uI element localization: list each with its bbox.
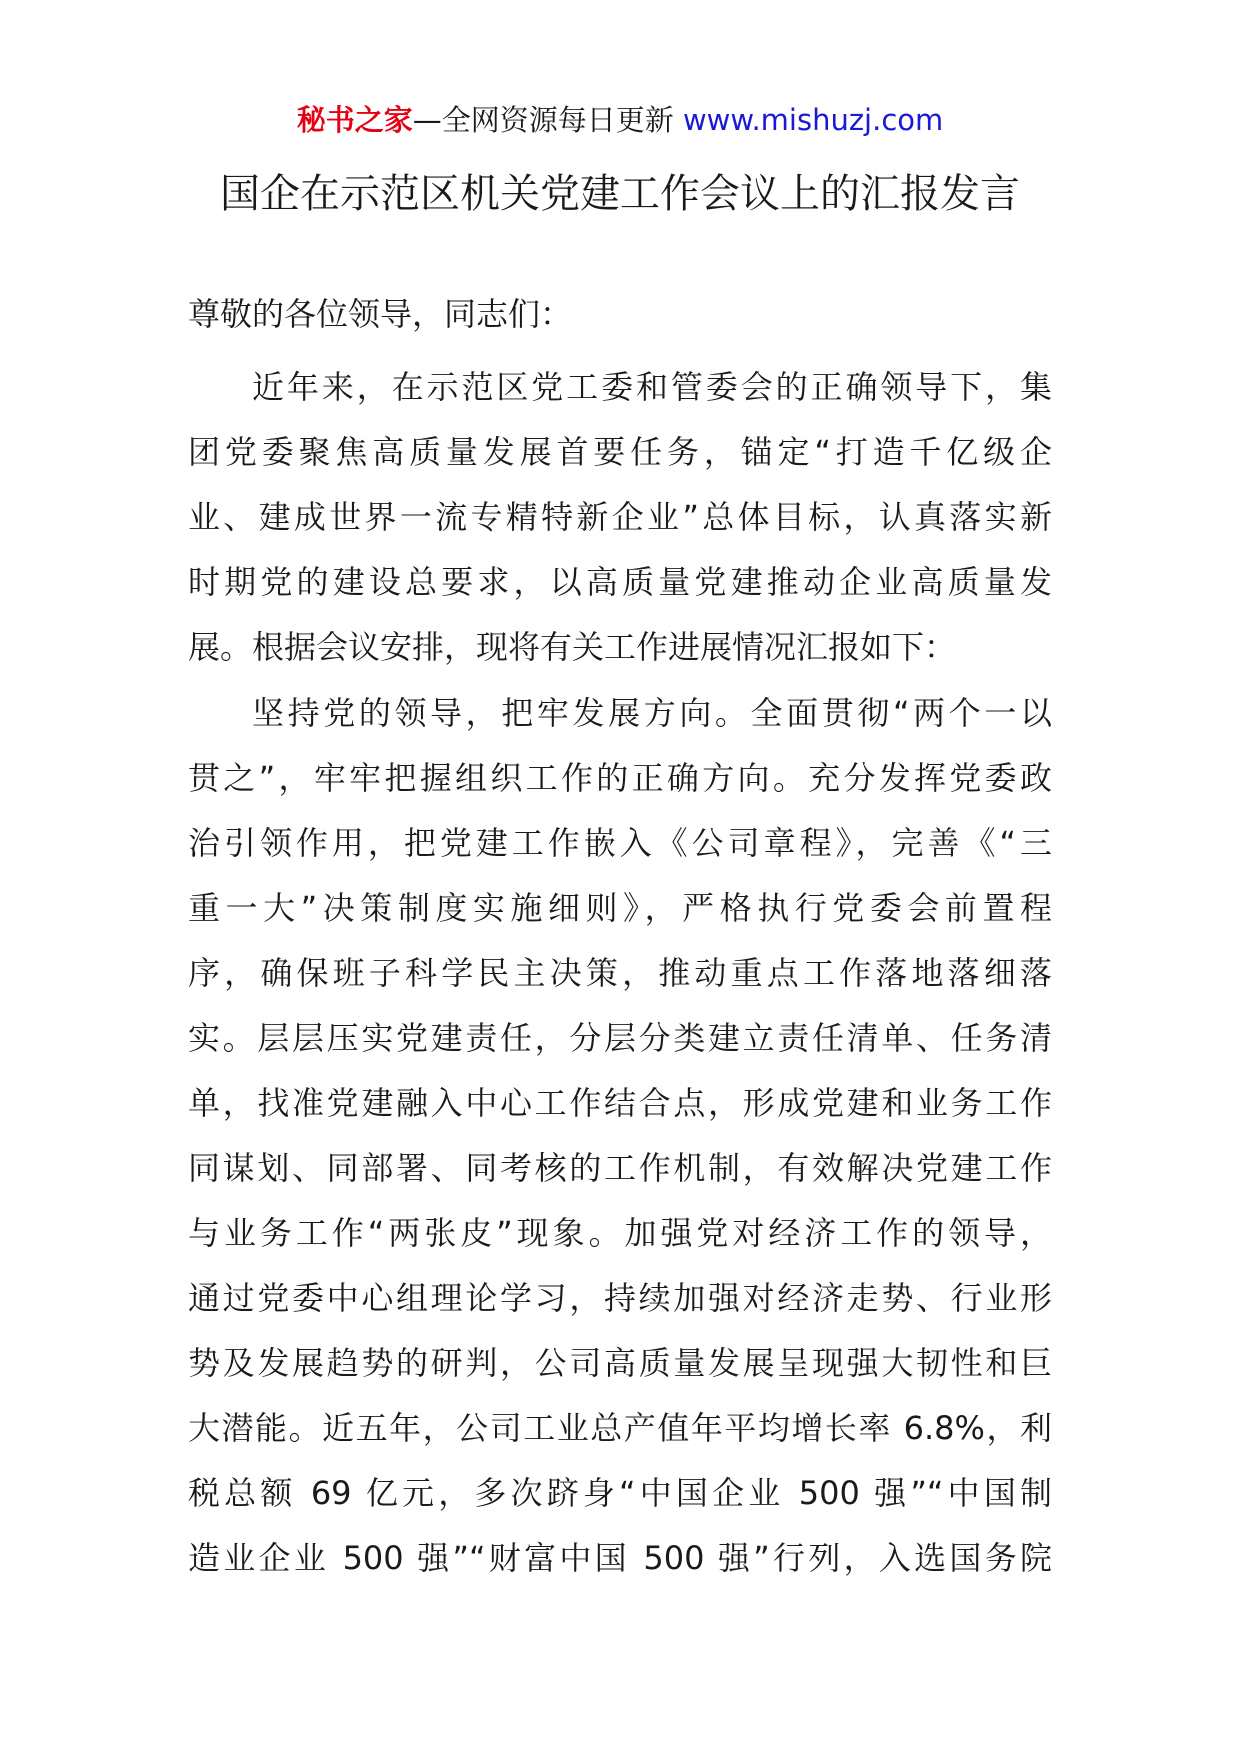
paragraph-line: 序，确保班子科学民主决策，推动重点工作落地落细落 <box>188 954 1052 992</box>
paragraph-line: 业、建成世界一流专精特新企业”总体目标，认真落实新 <box>188 498 1052 536</box>
paragraph-line: 大潜能。近五年，公司工业总产值年平均增长率 6.8%，利 <box>188 1409 1052 1447</box>
document-title: 国企在示范区机关党建工作会议上的汇报发言 <box>220 171 1020 217</box>
salutation: 尊敬的各位领导，同志们： <box>188 295 573 333</box>
paragraph-line: 时期党的建设总要求，以高质量党建推动企业高质量发 <box>188 563 1052 601</box>
paragraph-line: 税总额 69 亿元，多次跻身“中国企业 500 强”“中国制 <box>188 1474 1052 1512</box>
paragraph-line: 造业企业 500 强”“财富中国 500 强”行列，入选国务院 <box>188 1539 1052 1577</box>
paragraph-line: 通过党委中心组理论学习，持续加强对经济走势、行业形 <box>188 1279 1052 1317</box>
paragraph-line: 治引领作用，把党建工作嵌入《公司章程》，完善《“三 <box>188 824 1052 862</box>
paragraph-line: 团党委聚焦高质量发展首要任务，锚定“打造千亿级企 <box>188 433 1052 471</box>
brand-name: 秘书之家 <box>296 103 413 137</box>
site-url-link[interactable]: www.mishuzj.com <box>682 103 944 137</box>
paragraph-line: 同谋划、同部署、同考核的工作机制，有效解决党建工作 <box>188 1149 1052 1187</box>
paragraph-1 <box>188 355 1052 680</box>
paragraph-line: 实。层层压实党建责任，分层分类建立责任清单、任务清 <box>188 1019 1052 1057</box>
paragraph-line: 展。根据会议安排，现将有关工作进展情况汇报如下： <box>188 628 957 666</box>
paragraph-2 <box>188 681 1052 1591</box>
paragraph-line: 贯之”，牢牢把握组织工作的正确方向。充分发挥党委政 <box>188 759 1052 797</box>
site-header <box>0 100 1240 140</box>
paragraph-line: 重一大”决策制度实施细则》，严格执行党委会前置程 <box>188 889 1052 927</box>
paragraph-line: 势及发展趋势的研判，公司高质量发展呈现强大韧性和巨 <box>188 1344 1052 1382</box>
paragraph-line: 单，找准党建融入中心工作结合点，形成党建和业务工作 <box>188 1084 1052 1122</box>
paragraph-line: 与业务工作“两张皮”现象。加强党对经济工作的领导， <box>188 1214 1052 1252</box>
header-tagline: —全网资源每日更新 <box>412 103 683 137</box>
paragraph-line: 坚持党的领导，把牢发展方向。全面贯彻“两个一以 <box>252 694 1052 732</box>
paragraph-line: 近年来，在示范区党工委和管委会的正确领导下，集 <box>252 368 1052 406</box>
